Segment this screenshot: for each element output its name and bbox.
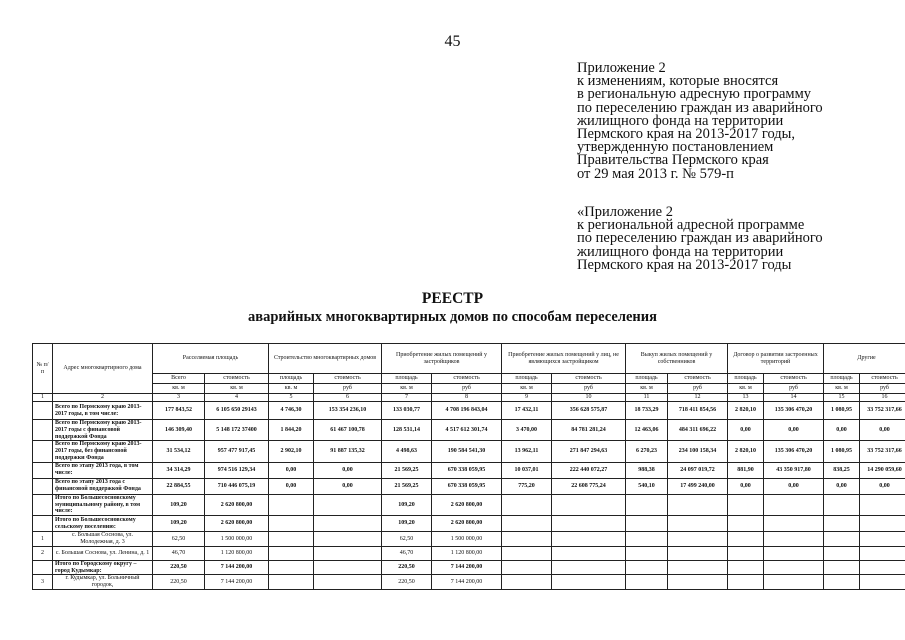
value-cell [314, 532, 382, 547]
row-label: г. Кудымкар, ул. Больничный городок, [53, 575, 153, 590]
appendix-line: жилищного фонда на территории [577, 243, 784, 260]
value-cell: 146 309,40 [153, 420, 205, 441]
value-cell: 18 733,29 [626, 402, 668, 420]
header-group: Другие [824, 344, 905, 374]
value-cell: 1 120 800,00 [432, 546, 502, 560]
header-group: Договор о развитии застроенных территорий [728, 344, 824, 374]
value-cell [314, 546, 382, 560]
row-number: 2 [33, 546, 53, 560]
unit-cell: кв. м [626, 384, 668, 394]
value-cell [668, 532, 728, 547]
row-label: Всего по Пермскому краю 2013-2017 годы, в том числе: [53, 402, 153, 420]
value-cell [626, 532, 668, 547]
value-cell: 1 080,95 [824, 402, 860, 420]
value-cell: 0,00 [824, 420, 860, 441]
header-group: Строительство многоквартирных домов [269, 344, 382, 374]
value-cell [824, 575, 860, 590]
unit-cell: руб [764, 384, 824, 394]
column-number-cell: 7 [382, 394, 432, 402]
appendix-line: от 29 мая 2013 г. № 579-п [577, 165, 734, 182]
table-row [33, 575, 905, 590]
column-number-cell: 14 [764, 394, 824, 402]
value-cell: 31 534,12 [153, 441, 205, 462]
row-number [33, 402, 53, 420]
column-number-cell: 6 [314, 394, 382, 402]
table-row [33, 546, 905, 560]
value-cell: 21 569,25 [382, 478, 432, 494]
value-cell [626, 546, 668, 560]
value-cell [860, 532, 905, 547]
unit-cell: руб [432, 384, 502, 394]
value-cell [314, 494, 382, 515]
value-cell: 670 338 059,95 [432, 478, 502, 494]
appendix-line: по переселению граждан из аварийного [577, 230, 823, 247]
header-group: Приобретение жилых помещений у застройщиков [382, 344, 502, 374]
value-cell [668, 575, 728, 590]
value-cell [860, 516, 905, 532]
value-cell: 957 477 917,45 [205, 441, 269, 462]
value-cell: 271 847 294,63 [552, 441, 626, 462]
appendix-line: к изменениям, которые вносятся [577, 73, 779, 90]
value-cell: 46,70 [382, 546, 432, 560]
header-number: № п/п [33, 344, 53, 394]
value-cell: 22 884,55 [153, 478, 205, 494]
value-cell: 24 097 019,72 [668, 462, 728, 478]
table-row [33, 532, 905, 547]
subheader-cell: стоимость [205, 374, 269, 384]
value-cell: 4 746,30 [269, 402, 314, 420]
value-cell: 2 620 800,00 [432, 516, 502, 532]
row-number [33, 420, 53, 441]
row-label: Итого по Большесосновскому муниципальному району, в том числе: [53, 494, 153, 515]
column-number-cell: 10 [552, 394, 626, 402]
value-cell: 91 887 135,32 [314, 441, 382, 462]
value-cell: 234 100 158,34 [668, 441, 728, 462]
value-cell: 62,50 [153, 532, 205, 547]
value-cell: 0,00 [314, 462, 382, 478]
appendix-line: Пермского края на 2013-2017 годы [577, 256, 792, 273]
value-cell: 540,10 [626, 478, 668, 494]
row-label: Итого по Городскому округу – город Кудымкар: [53, 560, 153, 575]
value-cell: 220,50 [382, 575, 432, 590]
value-cell: 222 440 072,27 [552, 462, 626, 478]
table-row [33, 478, 905, 494]
value-cell: 128 531,14 [382, 420, 432, 441]
value-cell [502, 546, 552, 560]
column-number-cell: 3 [153, 394, 205, 402]
column-number-cell: 4 [205, 394, 269, 402]
value-cell: 988,38 [626, 462, 668, 478]
value-cell [860, 560, 905, 575]
subheader-cell: Всего [153, 374, 205, 384]
column-number-cell: 5 [269, 394, 314, 402]
header-group: Расселяемая площадь [153, 344, 269, 374]
value-cell [728, 546, 764, 560]
value-cell: 2 620 800,00 [432, 494, 502, 515]
value-cell: 3 470,00 [502, 420, 552, 441]
value-cell: 2 620 800,00 [205, 494, 269, 515]
column-number-cell: 13 [728, 394, 764, 402]
value-cell: 109,20 [382, 516, 432, 532]
value-cell [269, 494, 314, 515]
value-cell: 2 902,10 [269, 441, 314, 462]
value-cell: 710 446 075,19 [205, 478, 269, 494]
value-cell: 34 314,29 [153, 462, 205, 478]
value-cell [824, 516, 860, 532]
value-cell [764, 532, 824, 547]
table-row [33, 420, 905, 441]
value-cell: 177 843,52 [153, 402, 205, 420]
value-cell [269, 575, 314, 590]
row-label: с. Большая Соснова, ул. Ленина, д. 1 [53, 546, 153, 560]
value-cell: 17 432,11 [502, 402, 552, 420]
value-cell: 109,20 [153, 494, 205, 515]
value-cell: 0,00 [860, 478, 905, 494]
value-cell: 0,00 [728, 420, 764, 441]
row-label: Итого по Большесосновскому сельскому поселению: [53, 516, 153, 532]
value-cell [269, 546, 314, 560]
unit-cell: кв. м [502, 384, 552, 394]
value-cell: 46,70 [153, 546, 205, 560]
value-cell: 881,90 [728, 462, 764, 478]
column-number-cell: 8 [432, 394, 502, 402]
value-cell: 135 306 470,20 [764, 402, 824, 420]
value-cell [860, 546, 905, 560]
column-number-cell: 1 [33, 394, 53, 402]
row-number: 1 [33, 532, 53, 547]
value-cell: 7 144 200,00 [432, 575, 502, 590]
value-cell: 4 708 196 843,04 [432, 402, 502, 420]
value-cell: 1 500 000,00 [205, 532, 269, 547]
column-number-cell: 15 [824, 394, 860, 402]
value-cell [668, 516, 728, 532]
value-cell: 7 144 200,00 [205, 560, 269, 575]
value-cell: 0,00 [764, 478, 824, 494]
value-cell [314, 575, 382, 590]
table-row [33, 494, 905, 515]
value-cell [314, 516, 382, 532]
value-cell: 62,50 [382, 532, 432, 547]
value-cell: 13 962,11 [502, 441, 552, 462]
value-cell [824, 532, 860, 547]
subheader-cell: площадь [626, 374, 668, 384]
registry-table [32, 343, 905, 590]
subheader-cell: площадь [269, 374, 314, 384]
value-cell: 33 752 317,66 [860, 402, 905, 420]
value-cell [860, 575, 905, 590]
value-cell [764, 494, 824, 515]
row-number [33, 560, 53, 575]
value-cell: 33 752 317,66 [860, 441, 905, 462]
value-cell [764, 546, 824, 560]
value-cell: 1 120 800,00 [205, 546, 269, 560]
row-number [33, 462, 53, 478]
appendix-header-changes [577, 62, 823, 181]
value-cell: 190 584 541,30 [432, 441, 502, 462]
value-cell: 0,00 [728, 478, 764, 494]
value-cell [668, 560, 728, 575]
unit-cell: кв. м [205, 384, 269, 394]
value-cell [502, 575, 552, 590]
header-address: Адрес многоквартирного дома [53, 344, 153, 394]
row-number [33, 494, 53, 515]
value-cell: 12 463,06 [626, 420, 668, 441]
value-cell: 220,50 [153, 575, 205, 590]
value-cell [764, 516, 824, 532]
column-number-cell: 9 [502, 394, 552, 402]
appendix-line: Приложение 2 [577, 60, 666, 76]
row-label: Всего по этапу 2013 года с финансовой поддержкой Фонда [53, 478, 153, 494]
subheader-cell: площадь [728, 374, 764, 384]
appendix-line: в региональную адресную программу [577, 86, 812, 103]
value-cell [502, 516, 552, 532]
appendix-line: по переселению граждан из аварийного [577, 99, 823, 116]
value-cell: 61 467 100,78 [314, 420, 382, 441]
value-cell: 135 306 470,20 [764, 441, 824, 462]
value-cell [728, 516, 764, 532]
value-cell [552, 494, 626, 515]
value-cell [552, 516, 626, 532]
table-row [33, 516, 905, 532]
column-number-cell: 11 [626, 394, 668, 402]
value-cell: 7 144 200,00 [432, 560, 502, 575]
value-cell: 84 781 281,24 [552, 420, 626, 441]
value-cell [502, 494, 552, 515]
subheader-cell: площадь [502, 374, 552, 384]
table-row [33, 462, 905, 478]
unit-cell: кв. м [269, 384, 314, 394]
document-title: РЕЕСТР [421, 290, 484, 307]
value-cell [626, 575, 668, 590]
value-cell [552, 532, 626, 547]
row-number: 3 [33, 575, 53, 590]
appendix-line: жилищного фонда на территории [577, 112, 784, 129]
value-cell: 356 628 575,87 [552, 402, 626, 420]
value-cell [764, 560, 824, 575]
value-cell [552, 546, 626, 560]
value-cell: 4 498,63 [382, 441, 432, 462]
unit-cell: кв. м [153, 384, 205, 394]
value-cell: 5 148 172 37400 [205, 420, 269, 441]
value-cell: 2 620 800,00 [205, 516, 269, 532]
value-cell: 133 030,77 [382, 402, 432, 420]
value-cell: 1 080,95 [824, 441, 860, 462]
value-cell [824, 494, 860, 515]
appendix-line: к региональной адресной программе [577, 217, 805, 234]
unit-cell: кв. м [728, 384, 764, 394]
value-cell [764, 575, 824, 590]
value-cell [626, 560, 668, 575]
value-cell: 220,50 [153, 560, 205, 575]
value-cell: 1 844,20 [269, 420, 314, 441]
subheader-cell: стоимость [764, 374, 824, 384]
subheader-cell: площадь [824, 374, 860, 384]
value-cell: 718 411 854,56 [668, 402, 728, 420]
row-number [33, 516, 53, 532]
value-cell [668, 546, 728, 560]
value-cell [626, 494, 668, 515]
value-cell: 153 354 236,10 [314, 402, 382, 420]
value-cell [668, 494, 728, 515]
column-number-cell: 2 [53, 394, 153, 402]
table-row [33, 560, 905, 575]
value-cell: 974 516 129,34 [205, 462, 269, 478]
row-number [33, 441, 53, 462]
subheader-cell: стоимость [552, 374, 626, 384]
unit-cell: руб [314, 384, 382, 394]
unit-cell: кв. м [382, 384, 432, 394]
value-cell: 7 144 200,00 [205, 575, 269, 590]
value-cell [728, 532, 764, 547]
value-cell: 43 350 917,80 [764, 462, 824, 478]
value-cell: 2 820,10 [728, 402, 764, 420]
column-number-cell: 16 [860, 394, 905, 402]
value-cell [728, 575, 764, 590]
subheader-cell: стоимость [668, 374, 728, 384]
appendix-line: Пермского края на 2013-2017 годы, [577, 126, 796, 143]
row-label: с. Большая Соснова, ул. Молодежная, д. 3 [53, 532, 153, 547]
value-cell: 0,00 [824, 478, 860, 494]
subheader-cell: стоимость [432, 374, 502, 384]
value-cell: 2 820,10 [728, 441, 764, 462]
value-cell: 22 608 775,24 [552, 478, 626, 494]
row-label: Всего по Пермскому краю 2013-2017 годы, без финансовой поддержки Фонда [53, 441, 153, 462]
value-cell: 775,20 [502, 478, 552, 494]
row-number [33, 478, 53, 494]
subheader-cell: стоимость [314, 374, 382, 384]
unit-cell: руб [552, 384, 626, 394]
subheader-cell: площадь [382, 374, 432, 384]
value-cell: 17 499 240,00 [668, 478, 728, 494]
page-number: 45 [444, 33, 461, 50]
value-cell: 10 037,01 [502, 462, 552, 478]
appendix-line: утвержденную постановлением [577, 139, 774, 156]
value-cell: 4 517 612 301,74 [432, 420, 502, 441]
value-cell [626, 516, 668, 532]
value-cell [502, 532, 552, 547]
value-cell [824, 546, 860, 560]
value-cell: 14 290 059,60 [860, 462, 905, 478]
value-cell: 21 569,25 [382, 462, 432, 478]
value-cell [269, 516, 314, 532]
value-cell: 0,00 [269, 478, 314, 494]
subheader-cell: стоимость [860, 374, 905, 384]
unit-cell: руб [668, 384, 728, 394]
value-cell: 6 270,23 [626, 441, 668, 462]
value-cell: 0,00 [764, 420, 824, 441]
row-label: Всего по Пермскому краю 2013-2017 годы с финансовой поддержкой Фонда [53, 420, 153, 441]
column-number-cell: 12 [668, 394, 728, 402]
value-cell: 670 338 059,95 [432, 462, 502, 478]
appendix-line: «Приложение 2 [577, 204, 673, 220]
value-cell: 1 500 000,00 [432, 532, 502, 547]
value-cell [502, 560, 552, 575]
document-subtitle: аварийных многоквартирных домов по способам переселения [248, 309, 657, 325]
value-cell [269, 532, 314, 547]
appendix-line: Правительства Пермского края [577, 152, 769, 169]
value-cell: 0,00 [269, 462, 314, 478]
value-cell: 220,50 [382, 560, 432, 575]
header-group: Приобретение жилых помещений у лиц, не являющихся застройщиком [502, 344, 626, 374]
value-cell: 6 105 650 29143 [205, 402, 269, 420]
value-cell: 0,00 [314, 478, 382, 494]
appendix-header-program [577, 206, 823, 272]
value-cell [860, 494, 905, 515]
value-cell [269, 560, 314, 575]
value-cell [552, 575, 626, 590]
value-cell [314, 560, 382, 575]
row-label: Всего по этапу 2013 года, в том числе: [53, 462, 153, 478]
value-cell: 838,25 [824, 462, 860, 478]
value-cell [552, 560, 626, 575]
value-cell: 484 311 696,22 [668, 420, 728, 441]
table-row [33, 402, 905, 420]
unit-cell: кв. м [824, 384, 860, 394]
value-cell [728, 560, 764, 575]
value-cell [728, 494, 764, 515]
value-cell: 0,00 [860, 420, 905, 441]
unit-cell: руб [860, 384, 905, 394]
value-cell: 109,20 [382, 494, 432, 515]
value-cell: 109,20 [153, 516, 205, 532]
table-row [33, 441, 905, 462]
value-cell [824, 560, 860, 575]
header-group: Выкуп жилых помещений у собственников [626, 344, 728, 374]
